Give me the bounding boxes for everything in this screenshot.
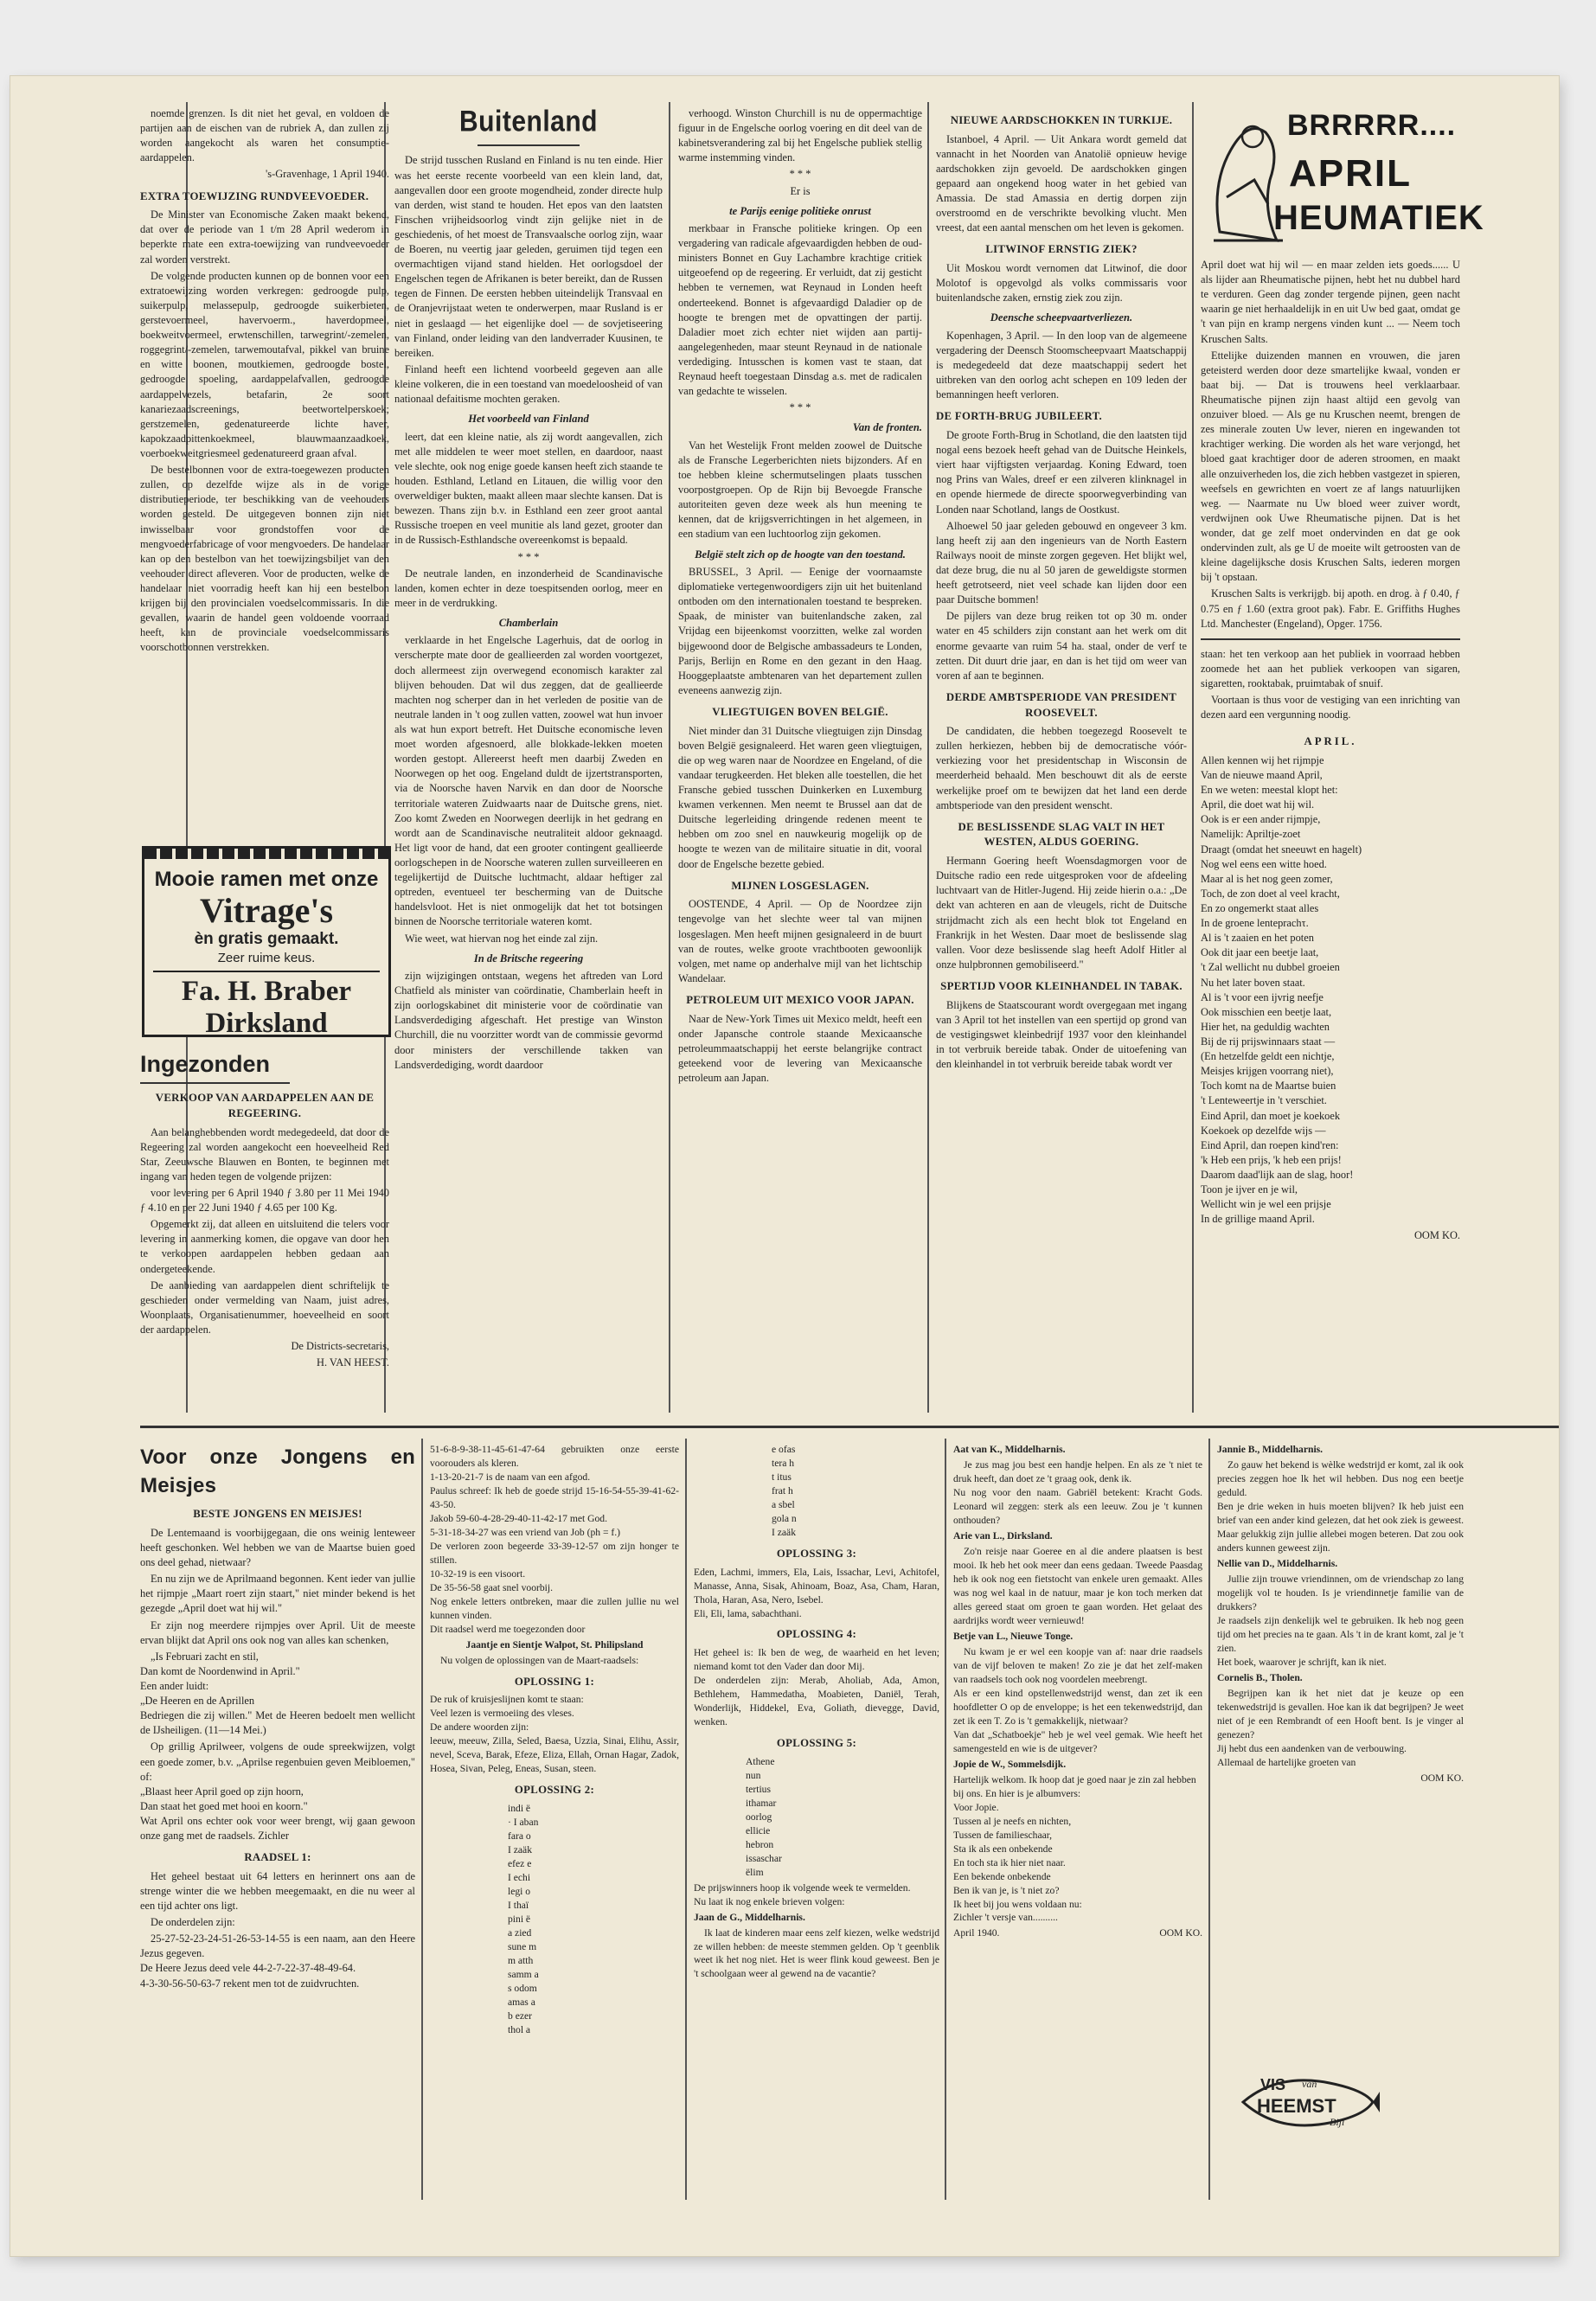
- article-title: OPLOSSING 3:: [776, 1547, 857, 1560]
- article-paragraph: Hartelijk welkom. Ik hoop dat je goed naar je zin zal hebben bij ons. En hier is je albumvers: Voor Jopie. Tussen al je neefs en nichten, Tussen de familieschaar, Sta ik als een onbekende En toch sta ik hier niet naar. Een bekende onbekende Ben ik van je, is 't niet zo? Ik heet bij jou wens voldaan nu: Zichler 't versje van..........: [953, 1773, 1196, 1924]
- letter-name: Nellie van D., Middelharnis.: [1217, 1557, 1338, 1569]
- subheading: In de Britsche regeering: [473, 952, 584, 965]
- signature: De Districts-secretaris,: [291, 1340, 389, 1353]
- column-5: [1201, 258, 1460, 1408]
- ad-line: Mooie ramen met onze: [154, 868, 379, 891]
- ad-line: èn gratis gemaakt.: [194, 930, 339, 948]
- article-paragraph: Finland heeft een lichtend voorbeeld gegeven aan alle kleine volkeren, die in een toestand van moedeloosheid of van nationaal defaitisme mochten geraken.: [394, 362, 663, 406]
- jongens-meisjes-column-1: [140, 1443, 415, 2204]
- solution-list: indi ë · I aban fara o I zaäk efez e I echi legi o I thaï pini ë a zied sune m m atth samm a s odom amas a b ezer thol a: [508, 1802, 539, 2035]
- dateline: 's-Gravenhage, 1 April 1940.: [266, 168, 389, 181]
- column-rule: [1192, 102, 1194, 1413]
- article-paragraph: Je zus mag jou best een handje helpen. En als ze 't niet te druk heeft, dan doet ze 't graag ook, denk ik. Nu nog voor den naam. Gabriël betekent: Kracht Gods. Leonard wil zeggen: sterk als een leeuw. Zou je 't kunnen onthouden?: [953, 1458, 1202, 1526]
- logo-text: HEEMST: [1257, 2095, 1336, 2117]
- article-paragraph: De prijswinners hoop ik volgende week te vermelden. Nu laat ik nog enkele brieven volgen:: [694, 1881, 911, 1907]
- article-paragraph: De groote Forth-Brug in Schotland, die den laatsten tijd nogal eens bezoek heeft gehad van de Duitsche Heinkels, viert haar vijftigsten verjaardag. Koning Edward, toen nog Prins van Wales, dreef er een zilveren klinknagel in en opende hiermede de directe spoorwegverbinding van Londen naar Schotland, langs de Oostkust.: [936, 428, 1187, 516]
- article-paragraph: Zo gauw het bekend is wèlke wedstrijd er komt, zal ik ook precies zeggen hoe lk het wil hebben. Dus nog een beetje geduld. Ben je drie weken in huis moeten blijven? Ik heb juist een brief van een ander kind gelezen, dat het ook ziek is geweest. Maar gelukkig zijn jullie allebei mogen beteren. Dat zou ook anders kunnen geweest zijn.: [1217, 1458, 1464, 1554]
- article-title: OPLOSSING 1:: [514, 1675, 595, 1688]
- article-paragraph: Het geheel bestaat uit 64 letters en herinnert ons aan de strenge winter die we hebben meegemaakt, en die nu weer al een tijd achter ons ligt.: [140, 1869, 415, 1913]
- letter-name: Betje van L., Nieuwe Tonge.: [953, 1630, 1074, 1642]
- signature-row: [953, 1926, 1202, 1940]
- article-paragraph: OOSTENDE, 4 April. — Op de Noordzee zijn tengevolge van het slechte weer tal van mijnen losgeslagen. Men heeft mijnen gesignaleerd in de buurt van de routes, welke groote vrachtbooten gewoonlijk volgen, met name op anderhalve mijl van het lichtschip Wandelaar.: [678, 898, 922, 984]
- letter-name: Aat van K., Middelharnis.: [953, 1444, 1066, 1455]
- article-paragraph: April doet wat hij wil — en maar zelden iets goeds...... U als lijder aan Rheumatische pijnen, hebt het nu dubbel hard te verduren. Geen dag zonder tergende pijnen, geen nacht waarin ge niet herhaaldelijk in en uit Uw bed gaat, omdat ge 't van pijn en kramp nergens vinden kunt ... — Neem toch Kruschen Salts.: [1201, 259, 1460, 345]
- poem-text: Allen kennen wij het rijmpje Van de nieuwe maand April, En we weten: meestal klopt het: April, die doet wat hij wil. Ook is er een ander rijmpje, Namelijk: Apriltje-zoet Draagt (omdat het sneeuwt en hagelt) Nog wel eens een witte hoed. Maar al is het nog geen zomer, Toch, de zon doet al veel kracht, En zo ongemerkt staat alles In de groene lenteprachτ. Al is 't zaaien en het poten Ook dit jaar een beetje laat, 't Zal wellicht nu dubbel groeien Nu het later boven staat. Al is 't voor een ijvrig neefje Ook misschien een beetje laat, Hier het, na geduldig wachten Bij de rij prijswinnaars staat — (En hetzelfde geldt een nichtje, Meisjes krijgen voorrang niet), Toch komt na de Maartse buien 't Lenteweertje in 't verschiet. Eind April, dan moet je koekoek Koekoek op dezelfde wijs — Eind April, dan roepen kind'ren: 'k Heb een prijs, 'k heb een prijs! Daarom daad'lijk aan de slag, hoor! Toon je ijver en je wil, Wellicht win je wel een prijsje In de grillige maand April.: [1201, 753, 1362, 1226]
- section-heading: Ingezonden: [140, 1051, 270, 1077]
- column-2-buitenland: [394, 100, 663, 1408]
- signature: OOM KO.: [1159, 1927, 1202, 1939]
- column-rule: [945, 1439, 946, 2200]
- article-paragraph: Begrijpen kan ik het niet dat je keuze op een tekenwedstrijd is gevallen. Hoe kan ik dat begrijpen? Je weet niet of je een Rembrandt of een Hooft bent. Is je vinger al genezen? Jij hebt dus een aandenken van de verbouwing. Allemaal de hartelijke groeten van: [1217, 1687, 1464, 1768]
- article-paragraph: 51-6-8-9-38-11-45-61-47-64 gebruikten onze eerste voorouders als kleren. 1-13-20-21-7 is de naam van een afgod. Paulus schreef: Ik heb de goede strijd 15-16-54-55-39-41-62-43-50. Jakob 59-60-4-28-29-40-11-42-17 met God. 5-31-18-34-27 was een vriend van Job (ph = f.) De verloren zoon begeerde 33-39-12-57 om zijn honger te stillen. 10-32-19 is een visoort. De 35-56-58 gaat snel voorbij. Nog enkele letters ontbreken, maar die zullen jullie nu wel kunnen vinden. Dit raadsel werd me toegezonden door: [430, 1444, 679, 1635]
- column-rule: [421, 1439, 423, 2200]
- subheading: Chamberlain: [498, 616, 559, 629]
- article-paragraph: Eden, Lachmi, immers, Ela, Lais, Issachar, Levi, Achitofel, Manasse, Anna, Sisak, Ahinoam, Boaz, Asa, Cham, Haran, Thola, Haran, Asa, Nero, Isebel. Eli, Eli, lama, sabachthani.: [694, 1566, 939, 1619]
- separator: * * *: [517, 550, 540, 563]
- heading-underline: [140, 1082, 290, 1084]
- article-paragraph: De ruk of kruisjeslijnen komt te staan: Veel lezen is vermoeiing des vleses. De andere woorden zijn: leeuw, meeuw, Zilla, Seled, Baesa, Uzzia, Sinai, Elihu, Assir, nevel, Sceva, Barak, Efeze, Eliza, Ellah, Ornan Hagar, Zadok, Hosea, Sivan, Peleg, Eneas, Susan, steen.: [430, 1694, 679, 1775]
- article-paragraph: De aanbieding van aardappelen dient schriftelijk te geschieden onder vermelding van Naam, juist adres, Woonplaats, Organisatienummer, hoeveelheid en soort der aardappelen.: [140, 1279, 389, 1336]
- letter-name: Jannie B., Middelharnis.: [1217, 1444, 1324, 1455]
- poem-title: APRIL.: [1304, 735, 1357, 748]
- logo-text: van: [1302, 2078, 1317, 2090]
- article-title: RAADSEL 1:: [244, 1851, 311, 1864]
- article-paragraph: Niet minder dan 31 Duitsche vliegtuigen zijn Dinsdag boven België gesignaleerd. Het waren geen vliegtuigen, die op weg waren naar de Noordzee en Engeland, of die vandaar terugkeerden. Het bleken alle toestellen, die het Fransche gebied tusschen Duinkerken en Luxemburg kwamen verkennen. Men neemt te Brussel aan dat de Duitsche legerleiding dringende redenen meent te hebben om zoo snel en nauwkeurig mogelijk op de hoogte te wezen van de militaire situatie in dit, vooral door de Engelsche bezette gebied.: [678, 724, 922, 870]
- article-paragraph: Er zijn nog meerdere rijmpjes over April. Uit de meeste ervan blijkt dat April ons ook nog van alles kan schenken,: [140, 1618, 415, 1646]
- ad-headline: Vitrage's: [199, 891, 334, 930]
- vitrage-advertisement: [142, 846, 391, 1037]
- rheumatiek-advertisement-header: [1201, 102, 1484, 253]
- article-title: OPLOSSING 5:: [776, 1737, 857, 1750]
- logo-text: Bijl: [1330, 2116, 1345, 2128]
- article-paragraph: Jullie zijn trouwe vriendinnen, om de vriendschap zo lang mogelijk vol te houden. Is je vriendinnetje familie van de drukkers? Je raadsels zijn denkelijk wel te gebruiken. Ik heb nog geen tijd om het precies na te gaan. Als 't in de krant komt, zal je 't zien. Het boek, waarover je schrijft, kan ik niet.: [1217, 1573, 1464, 1668]
- article-paragraph: Kruschen Salts is verkrijgb. bij apoth. en drog. à ƒ 0.40, ƒ 0.75 en ƒ 1.60 (extra groot pak). Fabr. E. Griffiths Hughes Ltd. Manchester (Engeland), Opger. 1756.: [1201, 587, 1460, 630]
- article-paragraph: Aan belanghebbenden wordt medegedeeld, dat door de Regeering zal worden aangekocht een hoeveelheid Red Star, Zeeuwsche Blauwen en Bonten, te beginnen met ingang van heden tegen de volgende prijzen:: [140, 1125, 389, 1183]
- column-3: [678, 106, 922, 1408]
- article-title: DERDE AMBTSPERIODE VAN PRESIDENT ROOSEVELT.: [945, 690, 1177, 719]
- jongens-meisjes-column-5: [1217, 1443, 1464, 2048]
- ad-company-name: Fa. H. Braber Dirksland: [153, 971, 380, 1040]
- letter-name: Arie van L., Dirksland.: [953, 1529, 1053, 1541]
- article-title: VERKOOP VAN AARDAPPELEN AAN DE REGEERING.: [155, 1092, 375, 1119]
- column-rule: [669, 102, 670, 1413]
- article-paragraph: De onderdelen zijn:: [151, 1916, 235, 1929]
- letter-name: Jopie de W., Sommelsdijk.: [953, 1758, 1067, 1770]
- article-title: PETROLEUM UIT MEXICO VOOR JAPAN.: [686, 994, 914, 1007]
- article-title: SPERTIJD VOOR KLEINHANDEL IN TABAK.: [940, 980, 1183, 992]
- article-paragraph: Zo'n reisje naar Goeree en al die andere plaatsen is best mooi. Ik heb het ook meer dan eens gedaan. Tweede Paasdag heb ik ook nog een fietstocht van enkele uren gemaakt. Alles was nog wel kaal in de natuur, maar je kon toch merken dat alles gereed staat om groen te gaan worden. Het gelaat des aardrijks wordt weer vernieuwd!: [953, 1545, 1202, 1626]
- article-title: EXTRA TOEWIJZING RUNDVEEVOEDER.: [140, 189, 369, 202]
- subheading: te Parijs eenige politieke onrust: [729, 204, 871, 217]
- article-paragraph: Ettelijke duizenden mannen en vrouwen, die jaren geteisterd werden door deze smartelijke kwaal, vonden er baat bij. — Dat is trouwens heel verklaarbaar. Rheumatische pijnen zijn haast altijd een gevolg van onzuiver bloed. — Als ge nu Kruschen neemt, brengen de zes minerale zouten Uw lever, nieren en ingewanden tot krachtiger werking. Die worden als het ware verjongd, het bloed gaat krachtiger door de aderen stroomen, en maakt alle onzuiverheden los, die zich hebben vastgezet in spieren, weefsels en gewrichten en voert ze af langs natuurlijken weg. — Naarmate nu Uw bloed weer zuiver wordt, verdwijnen ook Uwe Rheumatische pijnen. Dat is het wonder, dat ge zelf moet ondervinden en dat ge ook ondervinden zult, als ge U de moeite wilt getroosten van de kleine dagelijksche dosis Kruschen Salts, iederen morgen bij 't opstaan.: [1201, 349, 1460, 584]
- separator: * * *: [789, 168, 811, 181]
- sender-name: Jaantje en Sientje Walpot, St. Philipsland: [465, 1638, 644, 1650]
- ingezonden-section: [140, 1045, 389, 1408]
- section-rule: [140, 1426, 1559, 1428]
- article-paragraph: Op grillig Aprilweer, volgens de oude spreekwijzen, volgt een goede zomer, b.v. „Aprilse regenbuien geven Meibloemen," of: „Blaast heer April goed op zijn hoorn, Dan staat het goed met hooi en koorn." Wat April ons echter ook voor weer brengt, wij gaan gewoon onze gang met de raadsels. Zichler: [140, 1740, 415, 1843]
- subheading: België stelt zich op de hoogte van den toestand.: [695, 548, 906, 561]
- subheading: Het voorbeeld van Finland: [468, 413, 589, 426]
- subheading: Van de fronten.: [852, 421, 922, 434]
- article-paragraph: De Lentemaand is voorbijgegaan, die ons weinig lenteweer heeft geschonken. Wel hebben we van de Maartse buien goed ons deel gehad, nietwaar?: [140, 1526, 415, 1569]
- signature: OOM KO.: [1413, 1229, 1460, 1242]
- article-paragraph: Het geheel is: Ik ben de weg, de waarheid en het leven; niemand komt tot den Vader dan door Mij. De onderdelen zijn: Merab, Aholiab, Ada, Amon, Bethlehem, Hammedatha, Moabieten, Daniël, Terah, Wonderlijk, Hiddekel, Eva, Goliath, dievegge, David, wenken.: [694, 1647, 939, 1728]
- rheumatiek-april-text: APRIL: [1289, 152, 1412, 195]
- subheading: Deensche scheepvaartverliezen.: [990, 311, 1133, 324]
- rheumatiek-brrr-text: BRRRRR....: [1287, 109, 1457, 142]
- article-paragraph: staan: het ten verkoop aan het publiek in voorraad hebben zoomede het aan het publiek verkoopen van sigaren, sigaretten, rooktabak, pruimtabak of snuif.: [1201, 647, 1460, 689]
- divider: [1201, 638, 1460, 640]
- letter-name: Jaan de G., Middelharnis.: [694, 1911, 805, 1923]
- article-paragraph: De strijd tusschen Rusland en Finland is nu ten einde. Hier was het eerste recente voorbeeld van een klein land, dat, aangevallen door een groote mogendheid, zonder directe hulp van derden, wist stand te houden. Het epos van den laatsten Finschen vrijheidsoorlog vindt zijn gelijke niet in de geschiedenis, of het moest de Transvaalsche oorlog zijn, waar de Boeren, nu veertig jaar geleden, geruimen tijd tegen een overmachtigen vijand stand hielden. Het oorlogsdoel der Engelschen tegen de Afrikanen is beter bereikt, dan de Russen tegen de Finnen. De eersten hebben uiteindelijk Transvaal en de Oranjevrijstaat weten te onderwerpen, maar Rusland is er niet in geslaagd — het eigenlijke doel — de sovjetiseering van Finland, onder leiding van den landverrader Kuusinen, te bereiken.: [394, 154, 663, 359]
- article-title: MIJNEN LOSGESLAGEN.: [731, 879, 869, 892]
- jongens-meisjes-column-4: [953, 1443, 1202, 2204]
- article-paragraph: Ik laat de kinderen maar eens zelf kiezen, welke wedstrijd ze willen hebben: de meeste stemmen gelden. Op 't geenblik weet ik het nog niet. Het is weer flink koud geweest. Ben je 't schoolgaan weer al gewend na de vacantie?: [694, 1926, 939, 1980]
- ad-border-band: [144, 849, 388, 859]
- article-paragraph: De volgende producten kunnen op de bonnen voor een extratoewijzing worden verkregen: gedroogde pulp, suikerpulp, melassepulp, gedroogde suikerbieten, gerstevoermeel, havervoerm., haverdopmeel, boekweitvoermeel, erwtenschillen, tarwegrint/-zemelen, roggegrint/-zemelen, tarwemoutafval, pikkel van bruine en witte boonen, moutkiemen, gedroogde bostel, gedroogde spoeling, aardappelafvallen, gedroogde aardappelvezels, betafarin, 2e soort kanariezaadscreenings, beetwortelperskoek; gerstzemelen, gedenatureerde lichte haver, kapokzaadpittenkoekmeel, blauwmaanzaadkoek, voerboekweitgriesmeel gedenatureerd graan afval.: [140, 269, 389, 459]
- article-paragraph: Hermann Goering heeft Woensdagmorgen voor de Duitsche radio een rede uitgesproken voor de afdeeling luchtvaart van de Hitler-Jugend. Hij zeide hierin o.a.: „De dekt van achteren en aan de vleugels, richt de Duitsche strijdmacht zich als een hecht blok tot Engeland en Frankrijk in het Westen. Daar moet de beslissende slag vallen. Voor deze beslissende slag heeft Adolf Hitler al onze hulpbronnen gemobiliseerd.": [936, 855, 1187, 971]
- column-rule: [1208, 1439, 1210, 2200]
- article-paragraph: Opgemerkt zij, dat alleen en uitsluitend die telers voor levering in aanmerking komen, die opgave van door hen te verkoopen aardappelen hebben gedaan aan ondergeteekende.: [140, 1218, 389, 1275]
- section-heading: Buitenland: [459, 105, 598, 138]
- jongens-meisjes-column-3: [694, 1443, 939, 2204]
- article-paragraph: zijn wijzigingen ontstaan, wegens het aftreden van Lord Chatfield als minister van coördinatie, Chamberlain heeft in zijn oorlogskabinet dit ministerie voor de coördinatie van Landsverdediging afgeschaft. Het prestige van Winston Churchill, die nu voorzitter wordt van de commissie gevormd door ministers der verschillende takken van Landsverdediging, wordt daardoor: [394, 969, 663, 1071]
- article-title: BESTE JONGENS EN MEISJES!: [193, 1508, 362, 1521]
- article-paragraph: De candidaten, die hebben toegezegd Roosevelt te zullen herkiezen, hebben bij de democratische vóór-verkiezing voor het presidentschap in Wisconsin de meerderheid behaald. Men beschouwt dit als de eerste werkelijke proef om te bewijzen dat het land een derde ambtsperiode van den president wenscht.: [936, 725, 1187, 811]
- newspaper-page: [10, 76, 1559, 2256]
- article-paragraph: voor levering per 6 April 1940 ƒ 3.80 per 11 Mei 1940 ƒ 4.10 en per 22 Juni 1940 ƒ 4.65 per 100 Kg.: [140, 1187, 389, 1215]
- article-title: OPLOSSING 4:: [776, 1628, 857, 1641]
- article-paragraph: BRUSSEL, 3 April. — Eenige der voornaamste diplomatieke vertegenwoordigers zijn uit het buitenland ontboden om den internationalen toestand te bespreken. Spaak, de minister van buitenlandsche zaken, zal Vrijdag een bijeenkomst voorzitten, welke zal worden bijgewoond door de Belgische ambassadeurs te Londen, Parijs, Berlijn en Rome en den gezant in den Haag. Hooggeplaatste ambtenaren van het departement zullen eveneens aanwezig zijn.: [678, 565, 922, 696]
- rheumatiek-word-text: HEUMATIEK: [1273, 199, 1484, 237]
- article-paragraph: verklaarde in het Engelsche Lagerhuis, dat de oorlog in verscherpte mate door de geallieerden zal worden voortgezet, doch allermeest zijn overwegend economisch karakter zal blijven behouden. Dat wil dus zeggen, dat de geallieerde machten nog scherper dan in het verleden de positie van de neutrale landen in 't oog zullen vatten, zoowel wat hun invoer als wat hun export betreft. Het Duitsche economische leven moet worden afgesnoerd, alle blokkade-lekken moeten worden gestopt. Allereerst heeft men daarbij Zweden en Noorwegen op het oog. Engeland duldt de ijzertstransporten, via de Noorsche haven Narvik en dan door de Noorsche territoriale wateren Zuidwaarts naar de Duitsche grens, niet. Zoo komt Zweden en Noorwegen deerlijk in het gedrang en wordt aan de Scandinavische neutraliteit aldoor geknaagd. Het ligt voor de hand, dat een grooter contingent geallieerde oorlogschepen in de Noorsche wateren zullen surveilleeren en tegelijkertijd de Duitsche luchtmacht, aldaar heftiger zal optreden, eventueel ter bescherming van de Duitsche handelsvloot. Het is niet onmogelijk dat het tot botsingen binnen de Noorsche territoriale wateren komt.: [394, 634, 663, 928]
- article-paragraph: Voortaan is thus voor de vestiging van een inrichting van dezen aard een vergunning noodig.: [1201, 694, 1460, 721]
- article-paragraph: Uit Moskou wordt vernomen dat Litwinof, die door Molotof is opgevolgd als volks commissaris voor buitenlandsche zaken, ernstig ziek zou zijn.: [936, 262, 1187, 304]
- article-paragraph: En nu zijn we de Aprilmaand begonnen. Kent ieder van jullie het rijmpje „Maart roert zijn staart," niet minder bekend is het gezegde „April doet wat hij wil.": [140, 1573, 415, 1615]
- article-paragraph: 25-27-52-23-24-51-26-53-14-55 is een naam, aan den Heere Jezus gegeven. De Heere Jezus deed vele 44-2-7-22-37-48-49-64. 4-3-30-56-50-63-7 rekent men tot de zuidvruchten.: [140, 1932, 415, 1990]
- article-paragraph: Alhoewel 50 jaar geleden gebouwd en ongeveer 3 km. lang heeft zij aan den ingenieurs van de North Eastern Railways nooit de minste zorgen gegeven. Het blijkt wel, dat deze brug, die nu al 50 jaren de geweldigste stormen heeft getrotseerd, niet veel schade kan lijden door een paar Duitsche bommen!: [936, 519, 1187, 606]
- article-paragraph: Blijkens de Staatscourant wordt overgegaan met ingang van 3 April tot het instellen van een spertijd op grond van de vestigingswet kleinbedrijf 1937 voor den kleinhandel in tot verbruik bereide tabak. Onder de uitoefening van den kleinhandel in tot verbruik bereide tabak wordt ver: [936, 998, 1187, 1071]
- article-paragraph: Er is: [790, 184, 811, 197]
- dateline: April 1940.: [953, 1927, 1000, 1939]
- article-paragraph: leert, dat een kleine natie, als zij wordt aangevallen, zich met alle middelen te weer moet stellen, en daardoor, naast vele slechte, ook nog enige goede kansen heeft zich staande te houden. Esthland, Letland en Litauen, die willig voor den overweldiger bukten, maakt alleen maar slechte kansen. Dat is bewezen. Thans zijn b.v. in Esthland een zeer groot aantal Russische troepen en veel munitie als land gezet, grooter dan in de Russisch-Esthlandsche overeenkomst is bepaald.: [394, 430, 663, 547]
- article-paragraph: De Minister van Economische Zaken maakt bekend, dat over de periode van 1 t/m 28 April wederom in beperkte mate een extra-toewijzing van rundveevoeder zal worden verstrekt.: [140, 208, 389, 266]
- ad-line: Zeer ruime keus.: [217, 951, 316, 965]
- separator: * * *: [789, 401, 811, 414]
- article-paragraph: Van het Westelijk Front melden zoowel de Duitsche als de Fransche Legerberichten niets bijzonders. Af en toe hebben kleine schermutselingen plaats tusschen voorpostgroepen. Op de Rijn bij Bevoegde Fransche autoriteiten geven deze week als hun meening te kennen, dat de krijgsverrichtingen in het algemeen, in een stadium van een luchtoorlog zijn gekomen.: [678, 439, 922, 541]
- article-paragraph: Nu volgen de oplossingen van de Maart-raadsels:: [440, 1654, 639, 1666]
- article-paragraph: De bestelbonnen voor de extra-toegewezen producten zullen, op dezelfde wijze als in de vorige distributieperiode, ter beschikking van de veehouders worden gesteld. De uitgegeven bonnen zijn niet inwisselbaar voor grondstoffen voor de mengvoederfabricage of voor mengvoeders. De handelaar kan op den bestelbon van het toewijzingsbiljet van den veehouder direct afleveren. Voor de producten, welke de handelaar niet voorradig heeft kan hij een bestelbon krijgen bij den provincialen voedselcommissaris. In die gevallen, waarin de handel geen voldoende voorraad heeft, kan de provinciale voedselcommissaris voorschotbonnen verstrekken.: [140, 464, 389, 654]
- vis-van-heemst-logo: [1234, 2066, 1381, 2139]
- article-title: LITWINOF ERNSTIG ZIEK?: [985, 243, 1138, 256]
- article-paragraph: Kopenhagen, 3 April. — In den loop van de algemeene vergadering der Deensch Stoomscheepvaart Maatschappij is medegedeeld dat deze maatschappij sedert het uitbreken van den oorlog acht schepen en 109 leden der bemanningen heeft verloren.: [936, 329, 1187, 401]
- logo-text: VIS: [1260, 2076, 1286, 2093]
- letter-name: Cornelis B., Tholen.: [1217, 1671, 1303, 1683]
- article-paragraph: De neutrale landen, en inzonderheid de Scandinavische landen, komen echter in deze toespitsenden oorlog, meer en meer in de verdrukking.: [394, 567, 663, 609]
- section-heading: Voor onze Jongens en Meisjes: [140, 1445, 415, 1498]
- column-rule: [685, 1439, 687, 2200]
- solution-list: Athene nun tertius ithamar oorlog ellicie hebron issaschar ëlim: [746, 1755, 782, 1878]
- article-title: DE BESLISSENDE SLAG VALT IN HET WESTEN, ALDUS GOERING.: [958, 820, 1165, 849]
- article-paragraph: Wie weet, wat hiervan nog het einde zal zijn.: [405, 932, 599, 945]
- article-paragraph: Naar de New-York Times uit Mexico meldt, heeft een onder Japansche controle staande Mexicaansche petroleummaatschappij het eerste belangrijke contract geteekend voor de levering van Mexicaansche petroleum aan Japan.: [678, 1012, 922, 1085]
- article-paragraph: merkbaar in Fransche politieke kringen. Op een vergadering van radicale afgevaardigden hebben de oud-ministers Bonnet en Guy Lachambre krachtige critiek uitgeoefend op de regeering. Er verluidt, dat zij gesticht hebben te vernemen, wat Reynaud in Londen heeft onderteekend. Bonnet is afgevaardigd Daladier op de hoogte te brengen met de opvattingen der partij. Daladier moet zich echter niet wijden aan partij-aangelegenheden, maar steunt Reynaud in de nationale verdediging. Intusschen is komen vast te staan, dat Reynaud heeft toegestaan Dinsdag a.s. met de radicalen van gedachte te wisselen.: [678, 222, 922, 398]
- signature: H. VAN HEEST.: [317, 1356, 389, 1369]
- article-title: OPLOSSING 2:: [514, 1784, 595, 1797]
- column-rule: [927, 102, 929, 1413]
- article-paragraph: Istanboel, 4 April. — Uit Ankara wordt gemeld dat vannacht in het Noorden van Anatolië opnieuw hevige aardschokken zijn gevoeld. De aardschokken gingen gepaard aan ongekend hoog water in het gebied van Amassia. De stad Amassia en dertig dorpen zijn overstroomd en de verschrikte bevolking vlucht. Men vreest, dat een aantal menschen om het leven is gekomen.: [936, 132, 1187, 234]
- signature: OOM KO.: [1420, 1772, 1464, 1784]
- column-4: [936, 106, 1187, 1408]
- article-title: VLIEGTUIGEN BOVEN BELGIË.: [712, 705, 888, 718]
- article-title: NIEUWE AARDSCHOKKEN IN TURKIJE.: [950, 114, 1173, 126]
- article-paragraph: Nu kwam je er wel een koopje van af: naar drie raadsels van de vijf beloven te maken! Zo zie je dat het zelf-maken van raadsels toch ook nog voordelen meebrengt. Als er een kind opstellenwedstrijd wenst, dan zet ik een hoofdletter O op de enveloppe; is het een tekenwedstrijd, dan zet ik een T. Zo is 't gemakkelijk, nietwaar? Van dat „Schatboekje" heb je wel veel gemak. Wie heeft het samengesteld en wie is de uitgever?: [953, 1645, 1202, 1754]
- article-paragraph: noemde grenzen. Is dit niet het geval, en voldoen de partijen aan de eischen van de rubriek A, dan zullen zij worden aangekocht als waren het consumptie-aardappelen.: [140, 107, 389, 164]
- article-title: DE FORTH-BRUG JUBILEERT.: [936, 410, 1102, 423]
- article-paragraph: verhoogd. Winston Churchill is nu de oppermachtige figuur in de Engelsche oorlog voering en dit deel van de kabinetsverandering zal bij het Engelsche publiek stellig warme instemming vinden.: [678, 107, 922, 164]
- heading-underline: [478, 144, 580, 146]
- article-paragraph: „Is Februari zacht en stil, Dan komt de Noordenwind in April." Een ander luidt: „De Heeren en de Aprillen Bedriegen die zij willen." Met de Heeren bedoelt men wellicht de IJsheiligen. (11—14 Mei.): [140, 1650, 415, 1737]
- article-paragraph: De pijlers van deze brug reiken tot op 30 m. onder water en 45 schilders zijn constant aan het werk om dit enorme gevaarte van ruim 54 ha. staal, onder de verf te zetten. Dit duurt drie jaar, en dan is het tijd om weer van voren af aan te beginnen.: [936, 610, 1187, 682]
- solution-list: e ofas tera h t itus frat h a sbel gola n I zaäk: [772, 1444, 797, 1538]
- jongens-meisjes-column-2: [430, 1443, 679, 2204]
